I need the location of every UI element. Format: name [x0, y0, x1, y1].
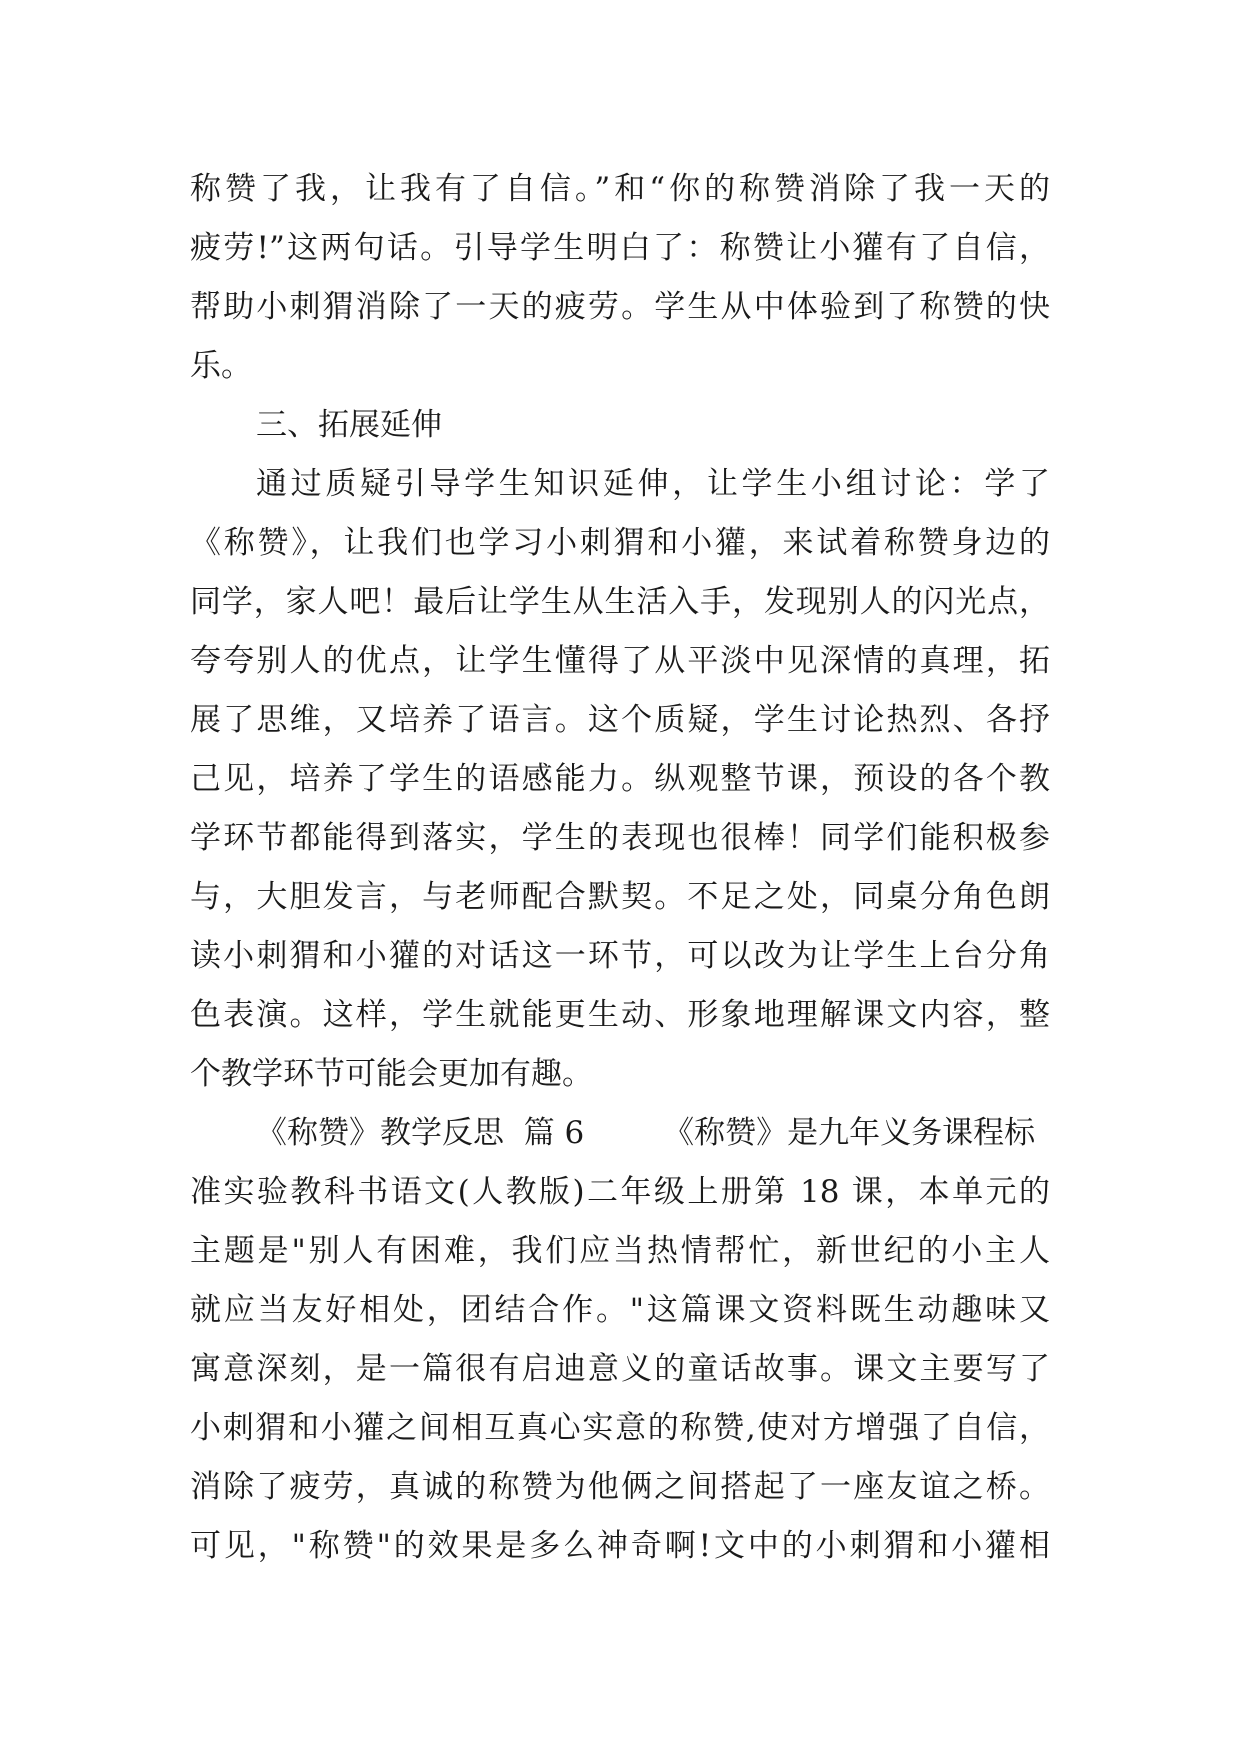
text-line-22: 小刺猬和小獾之间相互真心实意的称赞,使对方增强了自信， — [190, 1410, 1050, 1446]
text-line-3: 帮助小刺猬消除了一天的疲劳。学生从中体验到了称赞的快 — [190, 289, 1050, 325]
text-line-13: 与，大胆发言，与老师配合默契。不足之处，同桌分角色朗 — [190, 879, 1050, 915]
text-line-7: 《称赞》，让我们也学习小刺猬和小獾，来试着称赞身边的 — [190, 525, 1050, 561]
text-line-10: 展了思维，又培养了语言。这个质疑，学生讨论热烈、各抒 — [190, 702, 1050, 738]
text-line-15: 色表演。这样，学生就能更生动、形象地理解课文内容，整 — [190, 997, 1050, 1033]
text-line-11: 己见，培养了学生的语感能力。纵观整节课，预设的各个教 — [190, 761, 1050, 797]
text-line-2: 疲劳!”这两句话。引导学生明白了：称赞让小獾有了自信， — [190, 230, 1050, 266]
text-line-9: 夸夸别人的优点，让学生懂得了从平淡中见深情的真理，拓 — [190, 643, 1050, 679]
section-heading: 三、拓展延伸 — [256, 407, 442, 443]
text-line-6: 通过质疑引导学生知识延伸，让学生小组讨论：学了 — [256, 466, 1050, 502]
text-line-12: 学环节都能得到落实，学生的表现也很棒！同学们能积极参 — [190, 820, 1050, 856]
text-line-21: 寓意深刻，是一篇很有启迪意义的童话故事。课文主要写了 — [190, 1351, 1050, 1387]
text-line-16: 个教学环节可能会更加有趣。 — [190, 1056, 593, 1092]
text-line-17: 《称赞》教学反思 篇 6 《称赞》是九年义务课程标 — [256, 1115, 1036, 1151]
text-line-18: 准实验教科书语文(人教版)二年级上册第 18 课，本单元的 — [190, 1174, 1050, 1210]
text-line-1: 称赞了我，让我有了自信。”和“你的称赞消除了我一天的 — [190, 171, 1050, 207]
text-line-4: 乐。 — [190, 348, 252, 384]
text-line-20: 就应当友好相处，团结合作。"这篇课文资料既生动趣味又 — [190, 1292, 1050, 1328]
text-line-14: 读小刺猬和小獾的对话这一环节，可以改为让学生上台分角 — [190, 938, 1050, 974]
text-line-8: 同学，家人吧！最后让学生从生活入手，发现别人的闪光点， — [190, 584, 1050, 620]
text-line-24: 可见，"称赞"的效果是多么神奇啊!文中的小刺猬和小獾相 — [190, 1528, 1050, 1564]
text-line-23: 消除了疲劳，真诚的称赞为他俩之间搭起了一座友谊之桥。 — [190, 1469, 1050, 1505]
document-body — [190, 160, 1050, 1576]
text-line-19: 主题是"别人有困难，我们应当热情帮忙，新世纪的小主人 — [190, 1233, 1050, 1269]
